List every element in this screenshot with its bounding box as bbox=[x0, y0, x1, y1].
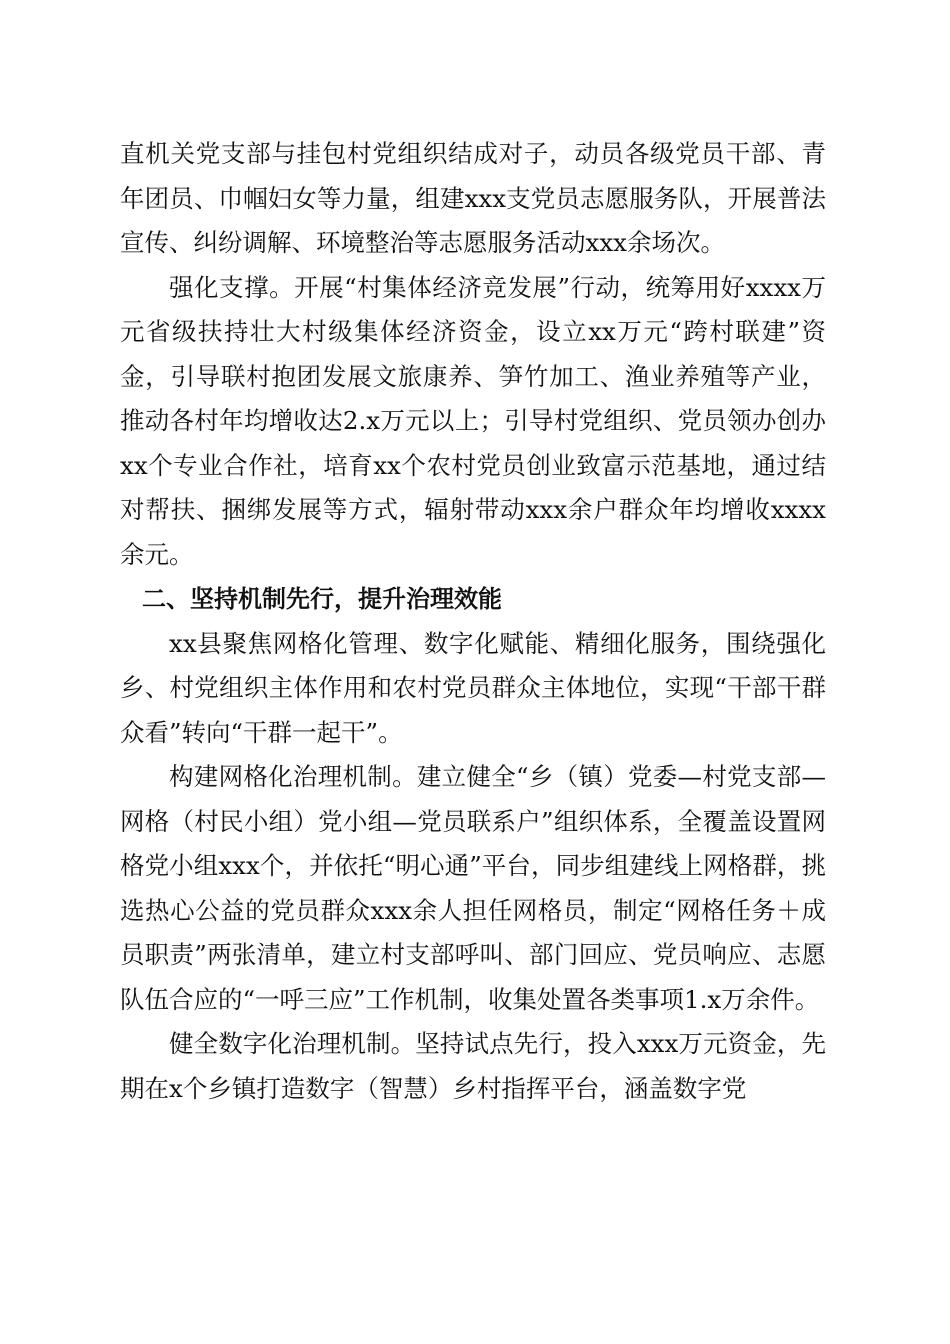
section-heading: 二、坚持机制先行，提升治理效能 bbox=[142, 585, 502, 613]
paragraph-section-intro: xx县聚焦网格化管理、数字化赋能、精细化服务，围绕强化乡、村党组织主体作用和农村党员群众主体地位，实现“干部干群众看”转向“干群一起干”。 bbox=[120, 628, 826, 747]
document-page bbox=[120, 132, 826, 1111]
paragraph-volunteer-service: 直机关党支部与挂包村党组织结成对子，动员各级党员干部、青年团员、巾帼妇女等力量，组建xxx支党员志愿服务队，开展普法宣传、纠纷调解、环境整治等志愿服务活动xxx余场次。 bbox=[120, 139, 826, 257]
paragraph-digital-governance: 健全数字化治理机制。坚持试点先行，投入xxx万元资金，先期在x个乡镇打造数字（智慧）乡村指挥平台，涵盖数字党 bbox=[120, 1029, 826, 1103]
paragraph-strengthen-support: 强化支撑。开展“村集体经济竞发展”行动，统筹用好xxxx万元省级扶持壮大村级集体经济资金，设立xx万元“跨村联建”资金，引导联村抱团发展文旅康养、笋竹加工、渔业养殖等产业，推动各村年均增收达2.x万元以上；引导村党组织、党员领办创办xx个专业合作社，培育xx个农村党员创业致富示范基地，通过结对帮扶、捆绑发展等方式，辐射带动xxx余户群众年均增收xxxx余元。 bbox=[120, 272, 826, 569]
paragraph-grid-governance: 构建网格化治理机制。建立健全“乡（镇）党委—村党支部—网格（村民小组）党小组—党员联系户”组织体系，全覆盖设置网格党小组xxx个，并依托“明心通”平台，同步组建线上网格群，挑选热心公益的党员群众xxx余人担任网格员，制定“网格任务＋成员职责”两张清单，建立村支部呼叫、部门回应、党员响应、志愿队伍合应的“一呼三应”工作机制，收集处置各类事项1.x万余件。 bbox=[120, 762, 826, 1014]
